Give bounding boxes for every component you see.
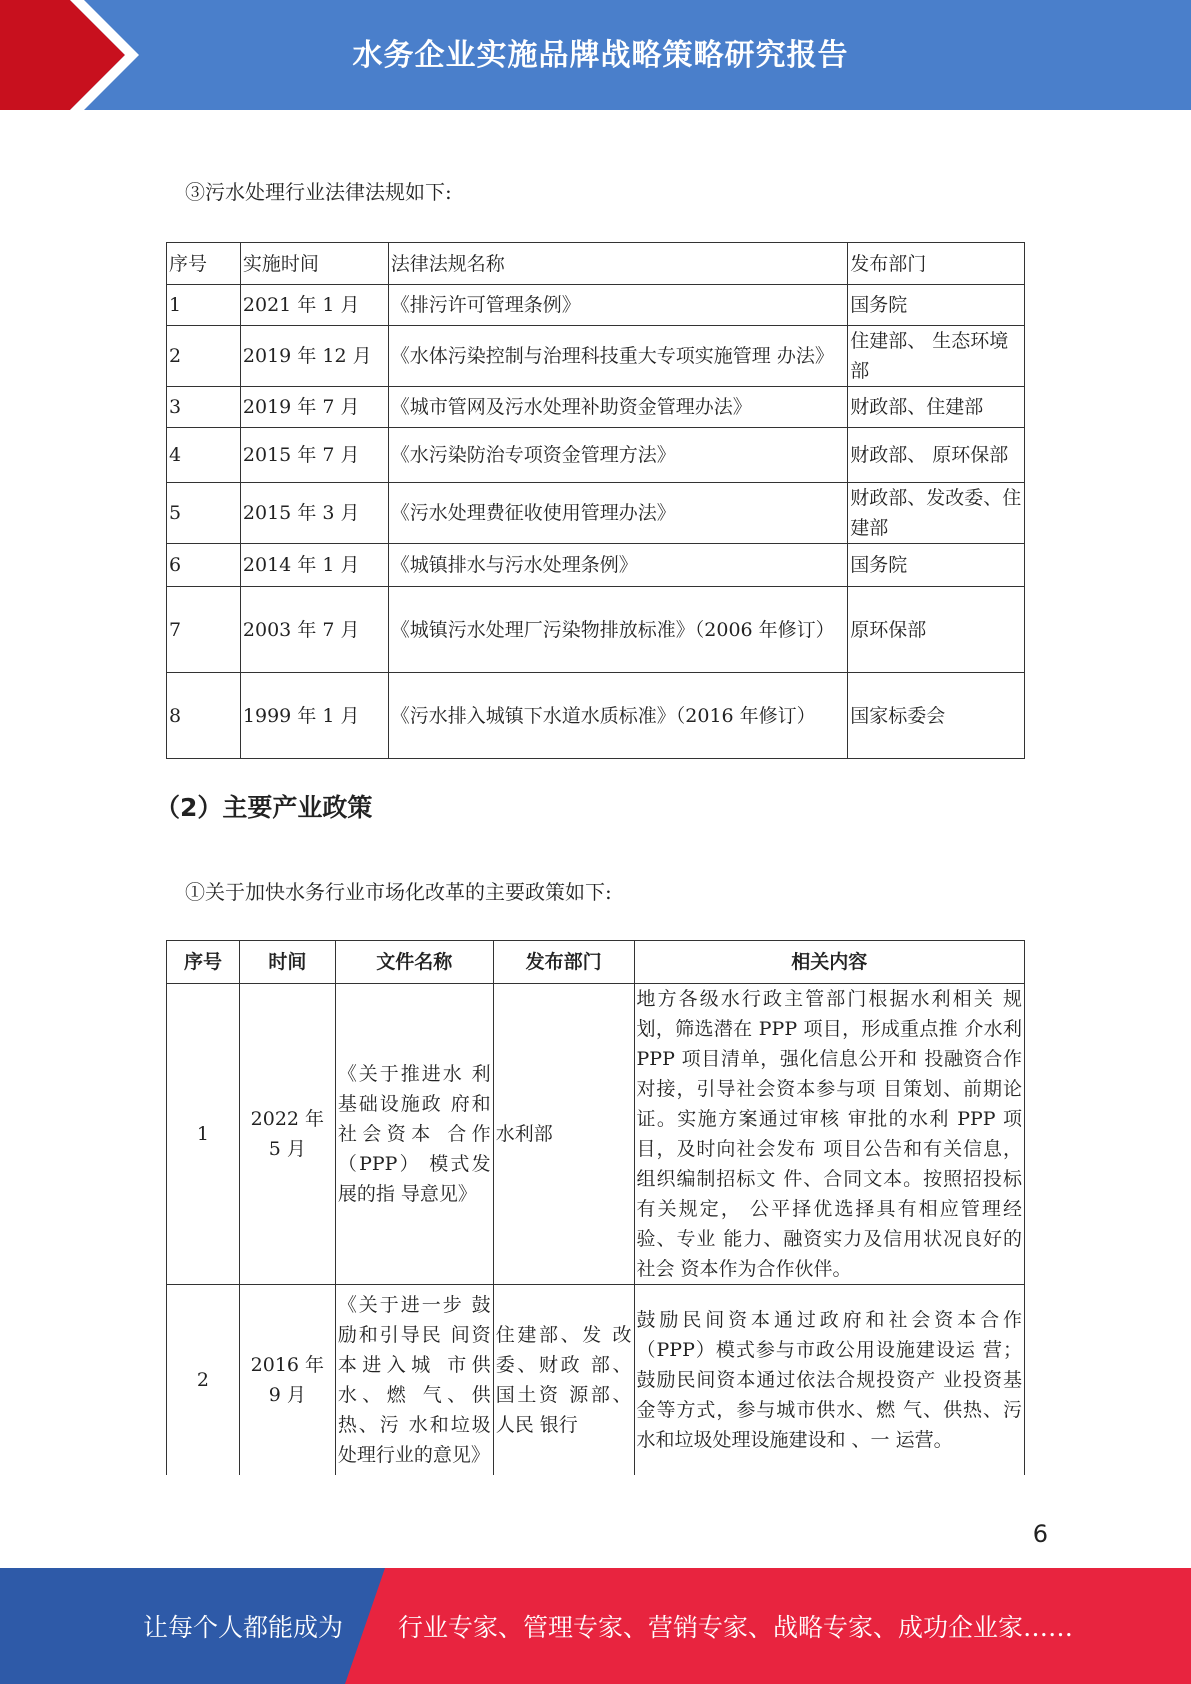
- table-row: [167, 326, 1025, 387]
- table-cell: 《关于推进水 利基础设施政 府和社会资本 合作（PPP） 模式发展的指 导意见》: [335, 984, 493, 1285]
- table-cell: 2019 年 7 月: [240, 387, 388, 428]
- table-cell: 2: [167, 1285, 240, 1475]
- document-title: 水务企业实施品牌战略策略研究报告: [352, 38, 849, 73]
- table-cell: 1: [167, 984, 240, 1285]
- footer-slogan-right: 行业专家、管理专家、营销专家、战略专家、成功企业家……: [398, 1613, 1074, 1642]
- table-cell: 4: [167, 428, 241, 483]
- table-cell: 1999 年 1 月: [240, 673, 388, 759]
- table-row: [167, 587, 1025, 673]
- column-header: 时间: [239, 941, 335, 984]
- table-row: [167, 285, 1025, 326]
- table-cell: 《城市管网及污水处理补助资金管理办法》: [388, 387, 847, 428]
- table-cell: 《城镇排水与污水处理条例》: [388, 544, 847, 587]
- column-header: 法律法规名称: [388, 243, 847, 285]
- table-cell: 3: [167, 387, 241, 428]
- policy-table: [166, 940, 1025, 1475]
- table-cell: 《关于进一步 鼓励和引导民 间资本进入城 市供水、燃 气、供热、污 水和垃圾处理行业的意见》: [335, 1285, 493, 1475]
- column-header: 相关内容: [634, 941, 1024, 984]
- table-row: [167, 1285, 1025, 1475]
- table-cell: 2021 年 1 月: [240, 285, 388, 326]
- header-arrow-decoration: [0, 0, 150, 110]
- table-row: [167, 984, 1025, 1285]
- table-cell: 7: [167, 587, 241, 673]
- column-header: 实施时间: [240, 243, 388, 285]
- footer-slogan-left: 让每个人都能成为: [143, 1613, 344, 1642]
- column-header: 发布部门: [848, 243, 1025, 285]
- table-cell: 《水污染防治专项资金管理方法》: [388, 428, 847, 483]
- table-cell: 鼓励民间资本通过政府和社会资本合作（PPP）模式参与市政公用设施建设运 营；鼓励民间资本通过依法合规投资产 业投资基金等方式，参与城市供水、燃 气、供热、污水和垃圾处理设施建设和 、一 运营。: [634, 1285, 1024, 1475]
- table-cell: 2: [167, 326, 241, 387]
- table-cell: 1: [167, 285, 241, 326]
- table-cell: 《排污许可管理条例》: [388, 285, 847, 326]
- table-cell: 8: [167, 673, 241, 759]
- table-row: [167, 483, 1025, 544]
- table-cell: 5: [167, 483, 241, 544]
- table-cell: 财政部、发改委、住建部: [848, 483, 1025, 544]
- table-row: [167, 544, 1025, 587]
- table-cell: 水利部: [493, 984, 634, 1285]
- table-cell: 《水体污染控制与治理科技重大专项实施管理 办法》: [388, 326, 847, 387]
- table-header-row: [167, 243, 1025, 285]
- table-cell: 财政部、住建部: [848, 387, 1025, 428]
- table-cell: 2014 年 1 月: [240, 544, 388, 587]
- table-cell: 住建部、 生态环境部: [848, 326, 1025, 387]
- table-cell: 原环保部: [848, 587, 1025, 673]
- table-cell: 2003 年 7 月: [240, 587, 388, 673]
- table-cell: 财政部、 原环保部: [848, 428, 1025, 483]
- law-intro-text: ③污水处理行业法律法规如下:: [185, 180, 452, 204]
- table-cell: 2015 年 7 月: [240, 428, 388, 483]
- table-cell: 6: [167, 544, 241, 587]
- table-cell: 2015 年 3 月: [240, 483, 388, 544]
- table-cell: 国务院: [848, 285, 1025, 326]
- column-header: 文件名称: [335, 941, 493, 984]
- table-row: [167, 387, 1025, 428]
- table-header-row: [167, 941, 1025, 984]
- page-number: 6: [1032, 1520, 1048, 1548]
- page-header: [0, 0, 1191, 110]
- section-heading: （2）主要产业政策: [155, 793, 373, 822]
- policy-intro-text: ①关于加快水务行业市场化改革的主要政策如下:: [185, 880, 612, 904]
- table-cell: 住建部、发 改委、财政 部、国土资 源部、人民 银行: [493, 1285, 634, 1475]
- table-cell: 2019 年 12 月: [240, 326, 388, 387]
- table-cell: 《污水处理费征收使用管理办法》: [388, 483, 847, 544]
- table-cell: 地方各级水行政主管部门根据水利相关 规划，筛选潜在 PPP 项目，形成重点推 介水利 PPP 项目清单，强化信息公开和 投融资合作对接，引导社会资本参与项 目策划、前期论证。实施方案通过审核 审批的水利 PPP 项目，及时向社会发布 项目公告和有关信息，组织编制招标文 件、合同文本。按照招投标有关规定， 公平择优选择具有相应管理经验、专业 能力、融资实力及信用状况良好的社会 资本作为合作伙伴。: [634, 984, 1024, 1285]
- law-table: [166, 242, 1025, 759]
- column-header: 发布部门: [493, 941, 634, 984]
- column-header: 序号: [167, 941, 240, 984]
- table-cell: 《城镇污水处理厂污染物排放标准》（2006 年修订）: [388, 587, 847, 673]
- table-cell: 2022 年 5 月: [239, 984, 335, 1285]
- table-cell: 2016 年 9 月: [239, 1285, 335, 1475]
- table-cell: 《污水排入城镇下水道水质标准》（2016 年修订）: [388, 673, 847, 759]
- table-row: [167, 428, 1025, 483]
- table-cell: 国务院: [848, 544, 1025, 587]
- page-footer: [0, 1568, 1191, 1684]
- table-row: [167, 673, 1025, 759]
- column-header: 序号: [167, 243, 241, 285]
- table-cell: 国家标委会: [848, 673, 1025, 759]
